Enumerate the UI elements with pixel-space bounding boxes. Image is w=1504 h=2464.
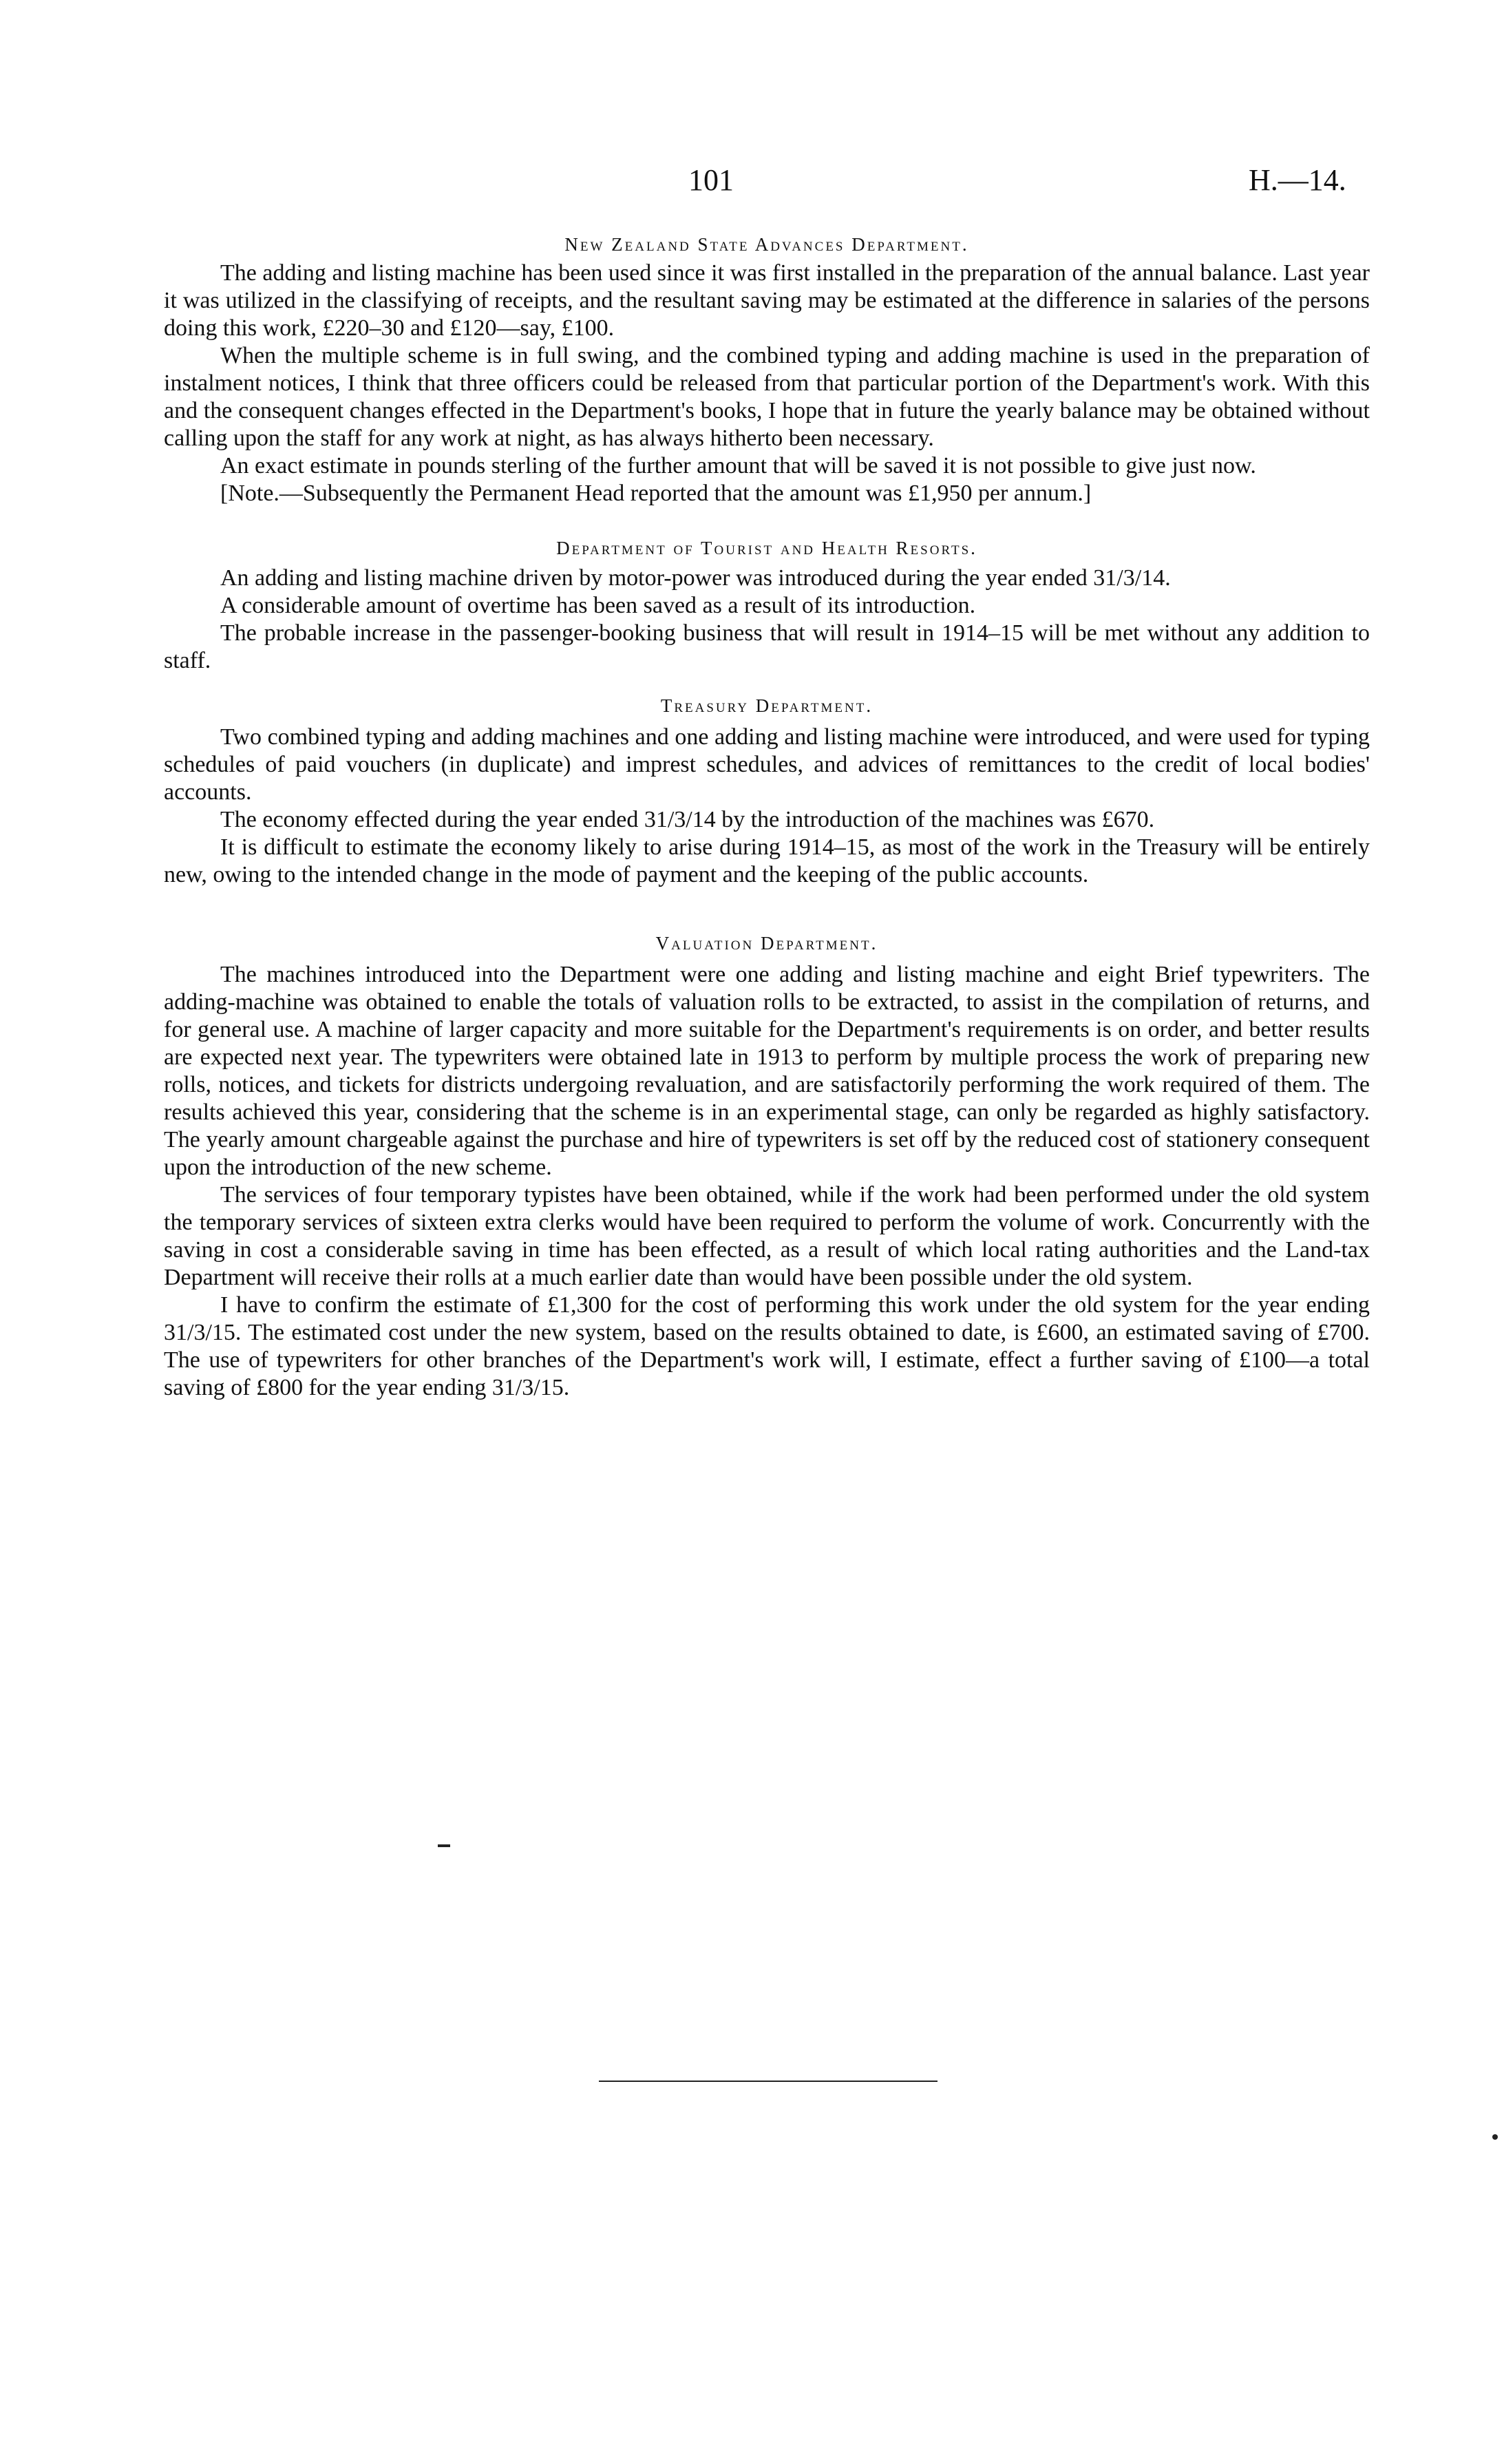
stray-dash-mark	[438, 1844, 450, 1847]
paragraph: An exact estimate in pounds sterling of the further amount that will be saved it is not possible to give just now.	[220, 453, 1256, 478]
paragraph: The adding and listing machine has been used since it was first installed in the preparation of the annual balance. Last year it was utilized in the classifying of receipts, and the resultant saving may be estimated at the difference in salaries of the persons doing this work, £220–30 and £120—say, £100.	[164, 260, 1370, 341]
paragraph: I have to confirm the estimate of £1,300 for the cost of performing this work under the old system for the year ending 31/3/15. The estimated cost under the new system, based on the results obtained to date, is £600, an estimated saving of £700. The use of typewriters for other branches of the Department's work will, I estimate, effect a further saving of £100—a total saving of £800 for the year ending 31/3/15.	[164, 1292, 1370, 1400]
section-heading: Valuation Department.	[655, 933, 878, 954]
section-heading: New Zealand State Advances Department.	[564, 234, 969, 255]
paragraph: An adding and listing machine driven by motor-power was introduced during the year ended 31/3/14.	[220, 565, 1171, 591]
paragraph: The probable increase in the passenger-booking business that will result in 1914–15 will be met without any addition to staff.	[164, 620, 1370, 673]
paragraph: A considerable amount of overtime has been saved as a result of its introduction.	[220, 593, 976, 618]
margin-dot	[1492, 2134, 1498, 2140]
section-tourist-health	[164, 538, 1370, 675]
paragraph: Two combined typing and adding machines and one adding and listing machine were introduced, and were used for typing schedules of paid vouchers (in duplicate) and imprest schedules, and advices of remittances to the credit of local bodies' accounts.	[164, 724, 1370, 805]
paragraph: The machines introduced into the Department were one adding and listing machine and eight Brief typewriters. The adding-machine was obtained to enable the totals of valuation rolls to be extracted, to assist in the compilation of returns, and for general use. A machine of larger capacity and more suitable for the Department's requirements is on order, and better results are expected next year. The typewriters were obtained late in 1913 to perform by multiple process the work of preparing new rolls, notices, and tickets for districts undergoing revaluation, and are satisfactorily performing the work required of them. The results achieved this year, considering that the scheme is in an experimental stage, can only be regarded as highly satisfactory. The yearly amount chargeable against the purchase and hire of typewriters is set off by the reduced cost of stationery consequent upon the introduction of the new scheme.	[164, 962, 1370, 1180]
paragraph: It is difficult to estimate the economy likely to arise during 1914–15, as most of the work in the Treasury will be entirely new, owing to the intended change in the mode of payment and the keeping of the public accounts.	[164, 834, 1370, 887]
section-heading: Treasury Department.	[660, 695, 873, 716]
section-treasury	[164, 695, 1370, 889]
page-code: H.—14.	[1249, 163, 1346, 197]
document-body	[164, 234, 1370, 1402]
paragraph: The economy effected during the year ended 31/3/14 by the introduction of the machines was £670.	[220, 807, 1155, 832]
paragraph: The services of four temporary typistes have been obtained, while if the work had been performed under the old system the temporary services of sixteen extra clerks would have been required to perform the volume of work. Concurrently with the saving in cost a considerable saving in time has been effected, as a result of which local rating authorities and the Land-tax Department will receive their rolls at a much earlier date than would have been possible under the old system.	[164, 1182, 1370, 1290]
closing-rule	[599, 2081, 938, 2082]
page-number: 101	[688, 163, 734, 197]
note-paragraph: [Note.—Subsequently the Permanent Head reported that the amount was £1,950 per annum.]	[220, 481, 1092, 506]
section-heading: Department of Tourist and Health Resorts.	[556, 538, 977, 558]
section-valuation	[164, 933, 1370, 1402]
paragraph: When the multiple scheme is in full swing, and the combined typing and adding machine is used in the preparation of instalment notices, I think that three officers could be released from that particular portion of the Department's work. With this and the consequent changes effected in the Department's books, I hope that in future the yearly balance may be obtained without calling upon the staff for any work at night, as has always hitherto been necessary.	[164, 343, 1370, 451]
section-state-advances	[164, 234, 1370, 507]
